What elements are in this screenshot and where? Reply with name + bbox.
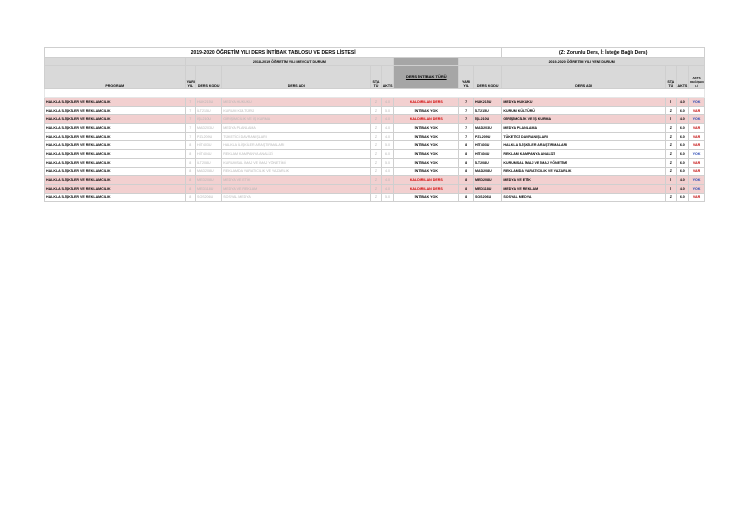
new-akts-cell: 6.0 xyxy=(676,141,689,150)
old-akts-cell: 5.0 xyxy=(381,158,394,167)
old-dersadi-cell: HALKLA İLİŞKİLER ARAŞTIRMALARI xyxy=(222,141,371,150)
program-cell: HALKLA İLİŞKİLER VE REKLAMCILIK xyxy=(45,167,186,176)
old-akts-header: AKTS xyxy=(381,66,394,89)
old-derskodu-cell: İLT208U xyxy=(196,158,222,167)
old-dersadi-header: DERS ADI xyxy=(222,66,371,89)
old-derskodu-cell: HİT403U xyxy=(196,141,222,150)
new-akts-cell: 4.0 xyxy=(676,98,689,107)
new-yariyil-cell: 8 xyxy=(459,167,474,176)
new-yariyil-header: YARI YIL xyxy=(459,66,474,89)
old-dersadi-cell: KURUMSAL İMAJ VE İMAJ YÖNETİMİ xyxy=(222,158,371,167)
table-row xyxy=(45,115,705,124)
old-yariyil-cell: 8 xyxy=(185,193,195,202)
old-akts-cell: 4.0 xyxy=(381,184,394,193)
table-row xyxy=(45,124,705,133)
new-akts-cell: 6.0 xyxy=(676,167,689,176)
old-yariyil-cell: 7 xyxy=(185,106,195,115)
section-old-header: 2018-2019 ÖĞRETİM YILI MEVCUT DURUM xyxy=(185,58,394,66)
old-statu-cell: Z xyxy=(371,150,381,159)
intibak-turu-cell: İNTİBAK YOK xyxy=(394,106,459,115)
intibak-turu-cell: İNTİBAK YOK xyxy=(394,167,459,176)
program-cell: HALKLA İLİŞKİLER VE REKLAMCILIK xyxy=(45,176,186,185)
new-yariyil-cell: 7 xyxy=(459,115,474,124)
table-row xyxy=(45,150,705,159)
new-derskodu-cell: MED118U xyxy=(473,184,501,193)
old-statu-cell: Z xyxy=(371,106,381,115)
new-derskodu-cell: PZL209U xyxy=(473,132,501,141)
table-row xyxy=(45,132,705,141)
new-statu-cell: İ xyxy=(666,98,676,107)
new-statu-header: STA TÜ xyxy=(666,66,676,89)
new-dersadi-cell: MEDYA VE REKLAM xyxy=(502,184,666,193)
intibak-turu-cell: KALDIRILAN DERS xyxy=(394,98,459,107)
old-statu-header: STA TÜ xyxy=(371,66,381,89)
old-dersadi-cell: SOSYAL MEDYA xyxy=(222,193,371,202)
program-cell: HALKLA İLİŞKİLER VE REKLAMCILIK xyxy=(45,184,186,193)
old-dersadi-cell: TÜKETİCİ DAVRANIŞLARI xyxy=(222,132,371,141)
old-statu-cell: Z xyxy=(371,158,381,167)
old-yariyil-cell: 8 xyxy=(185,141,195,150)
new-dersadi-cell: REKLAMDA YARATICILIK VE YAZARLIK xyxy=(502,167,666,176)
old-statu-cell: Z xyxy=(371,176,381,185)
new-dersadi-header: DERS ADI xyxy=(502,66,666,89)
old-derskodu-header: DERS KODU xyxy=(196,66,222,89)
table-row xyxy=(45,98,705,107)
table-row xyxy=(45,158,705,167)
intibak-turu-cell: İNTİBAK YOK xyxy=(394,158,459,167)
new-yariyil-cell: 8 xyxy=(459,141,474,150)
old-derskodu-cell: HİT404U xyxy=(196,150,222,159)
new-dersadi-cell: GİRİŞİMCİLİK VE İŞ KURMA xyxy=(502,115,666,124)
program-cell: HALKLA İLİŞKİLER VE REKLAMCILIK xyxy=(45,115,186,124)
table-row xyxy=(45,167,705,176)
new-dersadi-cell: HALKLA İLİŞKİLER ARAŞTIRMALARI xyxy=(502,141,666,150)
intibak-turu-cell: İNTİBAK YOK xyxy=(394,193,459,202)
old-statu-cell: Z xyxy=(371,124,381,133)
new-derskodu-header: DERS KODU xyxy=(473,66,501,89)
intibak-table xyxy=(44,47,705,202)
new-statu-cell: Z xyxy=(666,167,676,176)
akts-degisen-cell: YOK xyxy=(689,176,705,185)
new-statu-cell: Z xyxy=(666,106,676,115)
old-derskodu-cell: HUK215U xyxy=(196,98,222,107)
new-dersadi-cell: KURUMSAL İMAJ VE İMAJ YÖNETİMİ xyxy=(502,158,666,167)
new-dersadi-cell: KURUM KÜLTÜRÜ xyxy=(502,106,666,115)
intibak-turu-cell: KALDIRILAN DERS xyxy=(394,115,459,124)
old-yariyil-cell: 8 xyxy=(185,158,195,167)
new-dersadi-cell: MEDYA HUKUKU xyxy=(502,98,666,107)
old-yariyil-cell: 8 xyxy=(185,167,195,176)
new-yariyil-cell: 8 xyxy=(459,150,474,159)
akts-degisen-header: AKTS DEĞİŞEN Lİ xyxy=(689,66,705,89)
program-cell: HALKLA İLİŞKİLER VE REKLAMCILIK xyxy=(45,150,186,159)
new-akts-header: AKTS xyxy=(676,66,689,89)
old-yariyil-header: YARI YIL xyxy=(185,66,195,89)
old-statu-cell: Z xyxy=(371,141,381,150)
table-row xyxy=(45,106,705,115)
intibak-turu-cell: İNTİBAK YOK xyxy=(394,141,459,150)
old-dersadi-cell: REKLAMDA YARATICILIK VE YAZARLIK xyxy=(222,167,371,176)
old-akts-cell: 4.0 xyxy=(381,115,394,124)
new-akts-cell: 4.0 xyxy=(676,184,689,193)
new-dersadi-cell: SOSYAL MEDYA xyxy=(502,193,666,202)
akts-degisen-cell: VAR xyxy=(689,167,705,176)
old-dersadi-cell: MEDYA VE REKLAM xyxy=(222,184,371,193)
table-row xyxy=(45,176,705,185)
intibak-turu-cell: İNTİBAK YOK xyxy=(394,124,459,133)
legend-text: (Z: Zorunlu Ders, İ: İsteğe Bağlı Ders) xyxy=(502,48,705,58)
akts-degisen-cell: YOK xyxy=(689,98,705,107)
intibak-turu-cell: KALDIRILAN DERS xyxy=(394,184,459,193)
section-new-header: 2019-2020 ÖĞRETİM YILI YENİ DURUM xyxy=(459,58,705,66)
new-akts-cell: 6.0 xyxy=(676,150,689,159)
akts-degisen-cell: VAR xyxy=(689,106,705,115)
old-yariyil-cell: 7 xyxy=(185,124,195,133)
new-akts-cell: 4.0 xyxy=(676,115,689,124)
old-statu-cell: Z xyxy=(371,115,381,124)
new-dersadi-cell: REKLAM KAMPANYA ANALİZİ xyxy=(502,150,666,159)
new-derskodu-cell: İŞL210U xyxy=(473,115,501,124)
old-akts-cell: 4.0 xyxy=(381,176,394,185)
akts-degisen-cell: VAR xyxy=(689,132,705,141)
new-yariyil-cell: 7 xyxy=(459,106,474,115)
new-statu-cell: Z xyxy=(666,193,676,202)
old-derskodu-cell: MAD208U xyxy=(196,167,222,176)
course-rows xyxy=(45,98,705,202)
old-yariyil-cell: 8 xyxy=(185,150,195,159)
old-statu-cell: Z xyxy=(371,184,381,193)
program-cell: HALKLA İLİŞKİLER VE REKLAMCILIK xyxy=(45,106,186,115)
new-yariyil-cell: 7 xyxy=(459,98,474,107)
akts-degisen-cell: YOK xyxy=(689,115,705,124)
old-derskodu-cell: MED208U xyxy=(196,176,222,185)
new-statu-cell: Z xyxy=(666,150,676,159)
table-row xyxy=(45,141,705,150)
ders-intibak-turu-header: DERS İNTİBAK TÜRÜ xyxy=(394,66,459,89)
old-yariyil-cell: 7 xyxy=(185,132,195,141)
new-yariyil-cell: 7 xyxy=(459,132,474,141)
new-akts-cell: 4.0 xyxy=(676,176,689,185)
new-dersadi-cell: TÜKETİCİ DAVRANIŞLARI xyxy=(502,132,666,141)
new-akts-cell: 6.0 xyxy=(676,193,689,202)
old-akts-cell: 6.0 xyxy=(381,150,394,159)
program-cell: HALKLA İLİŞKİLER VE REKLAMCILIK xyxy=(45,158,186,167)
akts-degisen-cell: VAR xyxy=(689,124,705,133)
new-yariyil-cell: 8 xyxy=(459,176,474,185)
program-header-top xyxy=(45,58,186,66)
old-statu-cell: Z xyxy=(371,98,381,107)
new-yariyil-cell: 7 xyxy=(459,124,474,133)
new-akts-cell: 6.0 xyxy=(676,124,689,133)
program-header: PROGRAM xyxy=(45,66,186,89)
new-statu-cell: İ xyxy=(666,176,676,185)
old-dersadi-cell: MEDYA VE ETİK xyxy=(222,176,371,185)
new-statu-cell: Z xyxy=(666,132,676,141)
old-akts-cell: 4.0 xyxy=(381,132,394,141)
new-dersadi-cell: MEDYA PLANLAMA xyxy=(502,124,666,133)
old-derskodu-cell: MED118U xyxy=(196,184,222,193)
old-dersadi-cell: MEDYA HUKUKU xyxy=(222,98,371,107)
table-row xyxy=(45,193,705,202)
old-akts-cell: 4.0 xyxy=(381,98,394,107)
old-yariyil-cell: 8 xyxy=(185,184,195,193)
intibak-header-top xyxy=(394,58,459,66)
new-statu-cell: Z xyxy=(666,158,676,167)
akts-degisen-cell: YOK xyxy=(689,150,705,159)
old-derskodu-cell: İLT215U xyxy=(196,106,222,115)
old-derskodu-cell: PZL209U xyxy=(196,132,222,141)
old-statu-cell: Z xyxy=(371,132,381,141)
old-akts-cell: 5.0 xyxy=(381,141,394,150)
new-akts-cell: 6.0 xyxy=(676,132,689,141)
intibak-turu-cell: KALDIRILAN DERS xyxy=(394,176,459,185)
program-cell: HALKLA İLİŞKİLER VE REKLAMCILIK xyxy=(45,132,186,141)
spacer-row xyxy=(45,89,705,98)
new-statu-cell: İ xyxy=(666,115,676,124)
intibak-turu-cell: İNTİBAK YOK xyxy=(394,132,459,141)
new-statu-cell: Z xyxy=(666,124,676,133)
new-derskodu-cell: İLT215U xyxy=(473,106,501,115)
akts-degisen-cell: VAR xyxy=(689,141,705,150)
old-dersadi-cell: GİRİŞİMCİLİK VE İŞ KURMA xyxy=(222,115,371,124)
new-derskodu-cell: MAD203U xyxy=(473,124,501,133)
old-akts-cell: 5.0 xyxy=(381,106,394,115)
new-derskodu-cell: İLT208U xyxy=(473,158,501,167)
new-derskodu-cell: MED208U xyxy=(473,176,501,185)
new-akts-cell: 6.0 xyxy=(676,106,689,115)
old-derskodu-cell: İŞL210U xyxy=(196,115,222,124)
new-derskodu-cell: MAD208U xyxy=(473,167,501,176)
akts-degisen-cell: VAR xyxy=(689,158,705,167)
program-cell: HALKLA İLİŞKİLER VE REKLAMCILIK xyxy=(45,124,186,133)
program-cell: HALKLA İLİŞKİLER VE REKLAMCILIK xyxy=(45,193,186,202)
old-dersadi-cell: KURUM KÜLTÜRÜ xyxy=(222,106,371,115)
new-statu-cell: Z xyxy=(666,141,676,150)
old-akts-cell: 4.0 xyxy=(381,167,394,176)
old-derskodu-cell: MAD203U xyxy=(196,124,222,133)
document-title: 2019-2020 ÖĞRETİM YILI DERS İNTİBAK TABLOSU VE DERS LİSTESİ xyxy=(45,48,502,58)
old-yariyil-cell: 7 xyxy=(185,98,195,107)
new-yariyil-cell: 8 xyxy=(459,158,474,167)
akts-degisen-cell: YOK xyxy=(689,184,705,193)
new-derskodu-cell: HİT404U xyxy=(473,150,501,159)
old-yariyil-cell: 7 xyxy=(185,115,195,124)
new-derskodu-cell: SOS206U xyxy=(473,193,501,202)
intibak-turu-cell: İNTİBAK YOK xyxy=(394,150,459,159)
new-akts-cell: 6.0 xyxy=(676,158,689,167)
program-cell: HALKLA İLİŞKİLER VE REKLAMCILIK xyxy=(45,98,186,107)
new-statu-cell: İ xyxy=(666,184,676,193)
old-dersadi-cell: MEDYA PLANLAMA xyxy=(222,124,371,133)
old-akts-cell: 5.0 xyxy=(381,193,394,202)
new-yariyil-cell: 8 xyxy=(459,193,474,202)
new-derskodu-cell: HUK215U xyxy=(473,98,501,107)
new-dersadi-cell: MEDYA VE ETİK xyxy=(502,176,666,185)
table-row xyxy=(45,184,705,193)
program-cell: HALKLA İLİŞKİLER VE REKLAMCILIK xyxy=(45,141,186,150)
old-akts-cell: 4.0 xyxy=(381,124,394,133)
old-yariyil-cell: 8 xyxy=(185,176,195,185)
new-derskodu-cell: HİT403U xyxy=(473,141,501,150)
akts-degisen-cell: VAR xyxy=(689,193,705,202)
old-statu-cell: Z xyxy=(371,193,381,202)
intibak-sheet xyxy=(44,47,705,202)
old-derskodu-cell: SOS206U xyxy=(196,193,222,202)
new-yariyil-cell: 8 xyxy=(459,184,474,193)
old-statu-cell: Z xyxy=(371,167,381,176)
old-dersadi-cell: REKLAM KAMPANYA ANALİZİ xyxy=(222,150,371,159)
